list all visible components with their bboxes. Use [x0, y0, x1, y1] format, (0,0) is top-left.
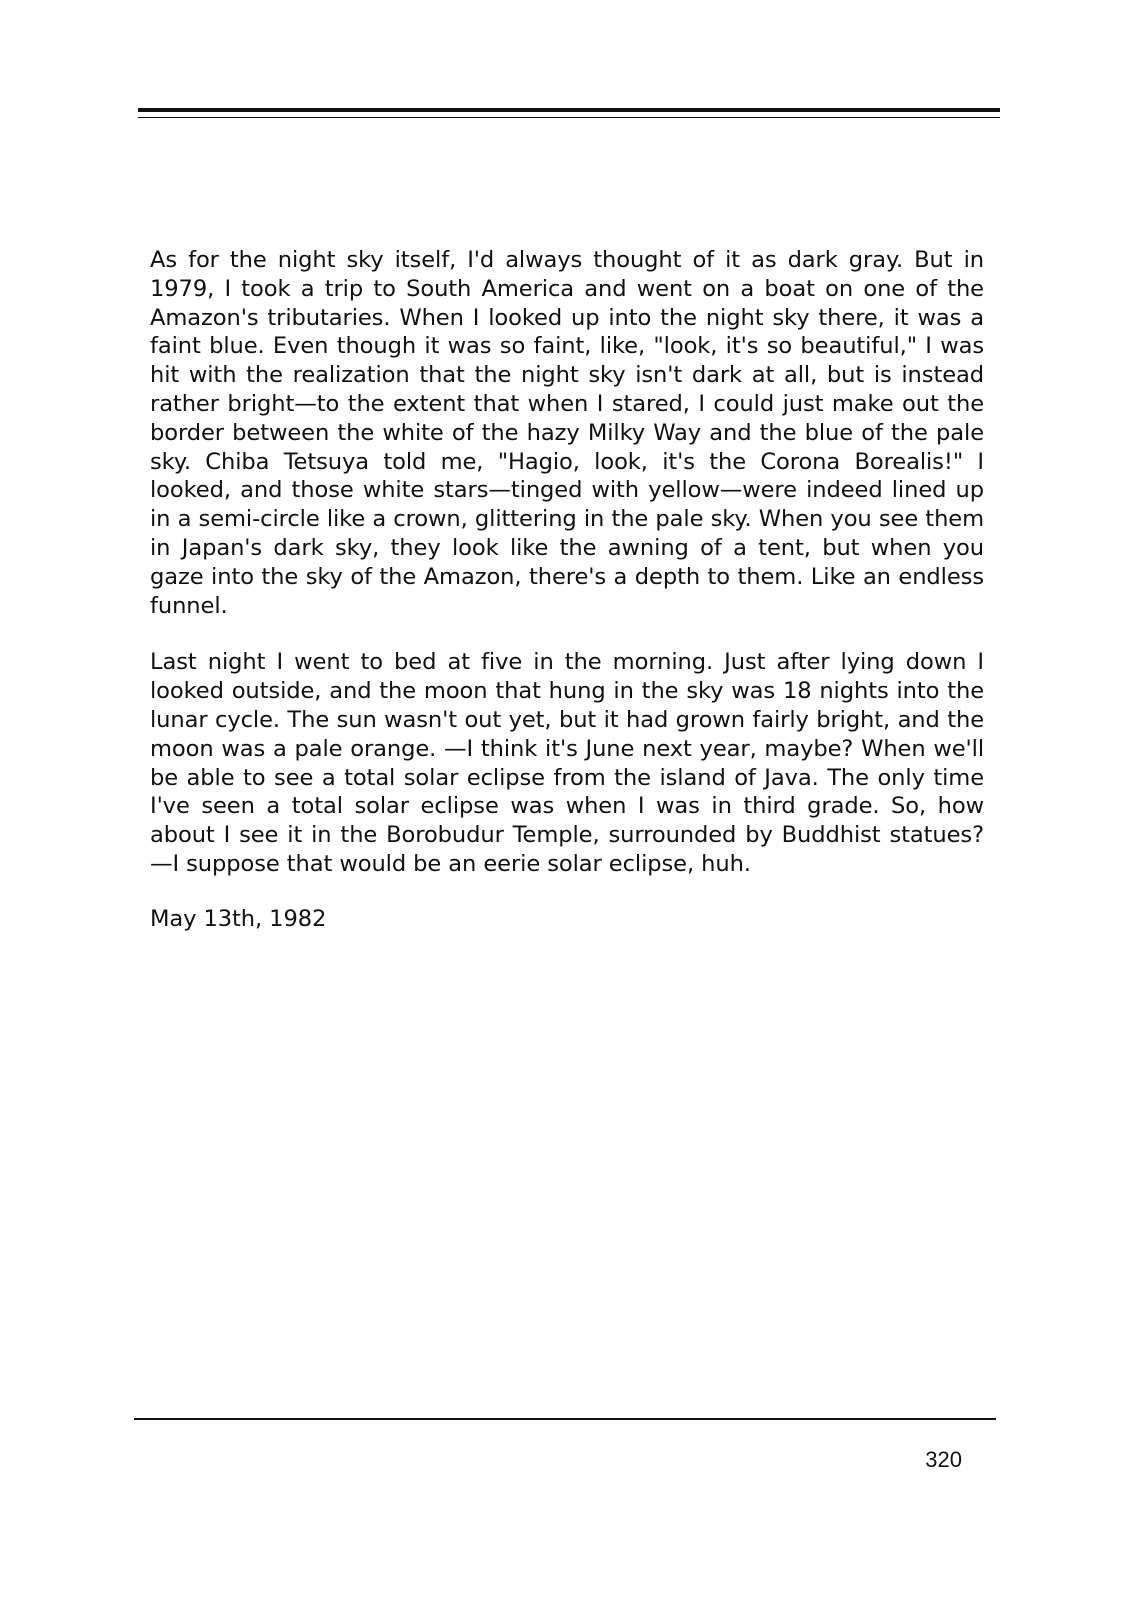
paragraph-solar-eclipse: Last night I went to bed at five in the morning. Just after lying down I looked outside, and the moon that hung in the sky was 18 nights into the lunar cycle. The sun wasn't out yet, but it had grown fairly bright, and the moon was a pale orange. —I think it's June next year, maybe? When we'll be able to see a total solar eclipse from the island of Java. The only time I've seen a total solar eclipse was when I was in third grade. So, how about I see it in the Borobudur Temple, surrounded by Buddhist statues? —I suppose that would be an eerie solar eclipse, huh.	[150, 649, 984, 877]
paragraph-night-sky: As for the night sky itself, I'd always thought of it as dark gray. But in 1979, I took a trip to South America and went on a boat on one of the Amazon's tributaries. When I looked up into the night sky there, it was a faint blue. Even though it was so faint, like, "look, it's so beautiful," I was hit with the realization that the night sky isn't dark at all, but is instead rather bright—to the extent that when I stared, I could just make out the border between the white of the hazy Milky Way and the blue of the pale sky. Chiba Tetsuya told me, "Hagio, look, it's the Corona Borealis!" I looked, and those white stars—tinged with yellow—were indeed lined up in a semi-circle like a crown, glittering in the pale sky. When you see them in Japan's dark sky, they look like the awning of a tent, but when you gaze into the sky of the Amazon, there's a depth to them. Like an endless funnel.	[150, 247, 984, 619]
essay-date: May 13th, 1982	[150, 905, 327, 932]
essay-body	[150, 246, 984, 934]
bottom-rule	[134, 1418, 996, 1420]
top-rule-thin	[138, 117, 1000, 118]
page-number: 320	[925, 1447, 962, 1472]
top-rule-thick	[138, 108, 1000, 112]
